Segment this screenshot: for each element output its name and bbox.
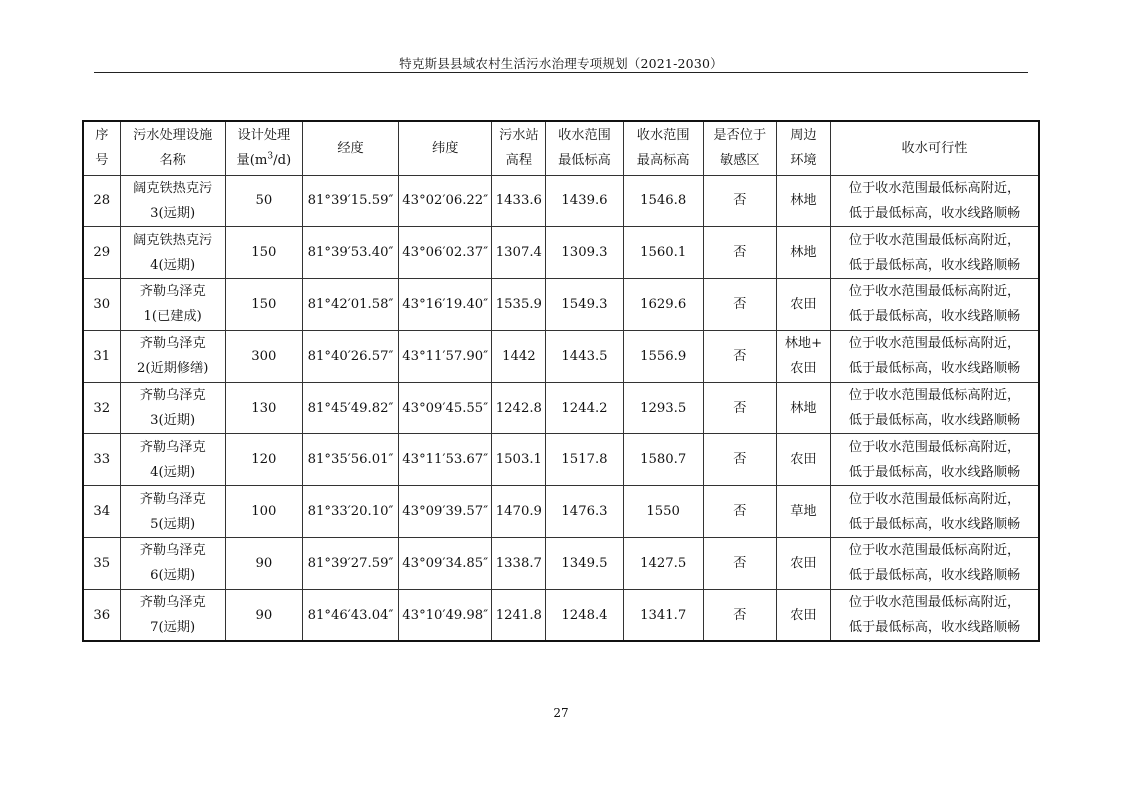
cell-max-elevation: 1560.1 xyxy=(623,227,703,279)
cell-environment: 林地 xyxy=(776,382,830,434)
table-row xyxy=(83,175,1039,227)
header-longitude: 经度 xyxy=(302,121,398,175)
cell-min-elevation: 1439.6 xyxy=(546,175,623,227)
cell-longitude: 81°39′53.40″ xyxy=(302,227,398,279)
table-row xyxy=(83,589,1039,641)
cell-max-elevation: 1341.7 xyxy=(623,589,703,641)
cell-environment: 林地 xyxy=(776,175,830,227)
cell-elevation: 1442 xyxy=(492,330,546,382)
cell-sensitive: 否 xyxy=(703,538,776,590)
cell-name: 齐勒乌泽克 5(远期) xyxy=(120,486,225,538)
cell-index: 32 xyxy=(83,382,120,434)
cell-min-elevation: 1309.3 xyxy=(546,227,623,279)
cell-capacity: 130 xyxy=(225,382,302,434)
cell-longitude: 81°46′43.04″ xyxy=(302,589,398,641)
cell-min-elevation: 1476.3 xyxy=(546,486,623,538)
table-row xyxy=(83,279,1039,331)
cell-elevation: 1535.9 xyxy=(492,279,546,331)
header-elevation: 污水站 高程 xyxy=(492,121,546,175)
cell-latitude: 43°16′19.40″ xyxy=(399,279,492,331)
cell-elevation: 1503.1 xyxy=(492,434,546,486)
cell-longitude: 81°39′27.59″ xyxy=(302,538,398,590)
header-environment: 周边 环境 xyxy=(776,121,830,175)
cell-min-elevation: 1248.4 xyxy=(546,589,623,641)
cell-latitude: 43°11′57.90″ xyxy=(399,330,492,382)
cell-environment: 农田 xyxy=(776,434,830,486)
cell-min-elevation: 1443.5 xyxy=(546,330,623,382)
cell-latitude: 43°09′39.57″ xyxy=(399,486,492,538)
cell-feasibility: 位于收水范围最低标高附近， 低于最低标高，收水线路顺畅 xyxy=(830,486,1039,538)
table-header-row xyxy=(83,121,1039,175)
cell-sensitive: 否 xyxy=(703,330,776,382)
table-row xyxy=(83,227,1039,279)
header-max-elevation: 收水范围 最高标高 xyxy=(623,121,703,175)
cell-index: 28 xyxy=(83,175,120,227)
cell-capacity: 90 xyxy=(225,538,302,590)
cell-longitude: 81°42′01.58″ xyxy=(302,279,398,331)
cell-index: 31 xyxy=(83,330,120,382)
cell-min-elevation: 1244.2 xyxy=(546,382,623,434)
cell-feasibility: 位于收水范围最低标高附近， 低于最低标高，收水线路顺畅 xyxy=(830,589,1039,641)
cell-elevation: 1307.4 xyxy=(492,227,546,279)
cell-name: 阔克铁热克污 4(远期) xyxy=(120,227,225,279)
header-name: 污水处理设施 名称 xyxy=(120,121,225,175)
cell-latitude: 43°06′02.37″ xyxy=(399,227,492,279)
cell-environment: 农田 xyxy=(776,538,830,590)
cell-longitude: 81°39′15.59″ xyxy=(302,175,398,227)
cell-environment: 农田 xyxy=(776,279,830,331)
cell-environment: 草地 xyxy=(776,486,830,538)
cell-index: 36 xyxy=(83,589,120,641)
facility-table xyxy=(82,120,1040,642)
cell-max-elevation: 1546.8 xyxy=(623,175,703,227)
table-row xyxy=(83,434,1039,486)
cell-elevation: 1241.8 xyxy=(492,589,546,641)
header-index: 序 号 xyxy=(83,121,120,175)
header-feasibility: 收水可行性 xyxy=(830,121,1039,175)
cell-index: 30 xyxy=(83,279,120,331)
cell-capacity: 120 xyxy=(225,434,302,486)
header-latitude: 纬度 xyxy=(399,121,492,175)
cell-sensitive: 否 xyxy=(703,175,776,227)
cell-capacity: 150 xyxy=(225,227,302,279)
table-row xyxy=(83,330,1039,382)
cell-feasibility: 位于收水范围最低标高附近， 低于最低标高，收水线路顺畅 xyxy=(830,538,1039,590)
cell-capacity: 300 xyxy=(225,330,302,382)
cell-max-elevation: 1293.5 xyxy=(623,382,703,434)
cell-longitude: 81°40′26.57″ xyxy=(302,330,398,382)
cell-index: 34 xyxy=(83,486,120,538)
cell-elevation: 1242.8 xyxy=(492,382,546,434)
cell-sensitive: 否 xyxy=(703,434,776,486)
cell-index: 33 xyxy=(83,434,120,486)
cell-name: 齐勒乌泽克 3(近期) xyxy=(120,382,225,434)
page-header-title: 特克斯县县域农村生活污水治理专项规划（2021-2030） xyxy=(399,56,723,71)
cell-sensitive: 否 xyxy=(703,279,776,331)
cell-name: 齐勒乌泽克 4(远期) xyxy=(120,434,225,486)
cell-name: 齐勒乌泽克 2(近期修缮) xyxy=(120,330,225,382)
cell-name: 阔克铁热克污 3(远期) xyxy=(120,175,225,227)
cell-elevation: 1338.7 xyxy=(492,538,546,590)
table-row xyxy=(83,486,1039,538)
cell-max-elevation: 1427.5 xyxy=(623,538,703,590)
cell-capacity: 90 xyxy=(225,589,302,641)
header-sensitive: 是否位于 敏感区 xyxy=(703,121,776,175)
cell-feasibility: 位于收水范围最低标高附近， 低于最低标高，收水线路顺畅 xyxy=(830,434,1039,486)
table-row xyxy=(83,382,1039,434)
cell-longitude: 81°35′56.01″ xyxy=(302,434,398,486)
cell-max-elevation: 1580.7 xyxy=(623,434,703,486)
cell-capacity: 50 xyxy=(225,175,302,227)
cell-environment: 农田 xyxy=(776,589,830,641)
cell-longitude: 81°33′20.10″ xyxy=(302,486,398,538)
cell-min-elevation: 1517.8 xyxy=(546,434,623,486)
cell-latitude: 43°09′34.85″ xyxy=(399,538,492,590)
cell-index: 35 xyxy=(83,538,120,590)
cell-elevation: 1433.6 xyxy=(492,175,546,227)
table-body xyxy=(83,175,1039,641)
header-capacity: 设计处理 量$(m^3/d)$ xyxy=(225,121,302,175)
cell-index: 29 xyxy=(83,227,120,279)
cell-sensitive: 否 xyxy=(703,227,776,279)
header-min-elevation: 收水范围 最低标高 xyxy=(546,121,623,175)
cell-capacity: 150 xyxy=(225,279,302,331)
cell-max-elevation: 1556.9 xyxy=(623,330,703,382)
table-row xyxy=(83,538,1039,590)
cell-min-elevation: 1549.3 xyxy=(546,279,623,331)
cell-latitude: 43°11′53.67″ xyxy=(399,434,492,486)
cell-sensitive: 否 xyxy=(703,486,776,538)
cell-name: 齐勒乌泽克 1(已建成) xyxy=(120,279,225,331)
cell-max-elevation: 1629.6 xyxy=(623,279,703,331)
cell-latitude: 43°02′06.22″ xyxy=(399,175,492,227)
cell-sensitive: 否 xyxy=(703,589,776,641)
cell-latitude: 43°09′45.55″ xyxy=(399,382,492,434)
cell-name: 齐勒乌泽克 6(远期) xyxy=(120,538,225,590)
page-number: 27 xyxy=(553,706,569,720)
cell-elevation: 1470.9 xyxy=(492,486,546,538)
cell-feasibility: 位于收水范围最低标高附近， 低于最低标高，收水线路顺畅 xyxy=(830,175,1039,227)
cell-name: 齐勒乌泽克 7(远期) xyxy=(120,589,225,641)
cell-feasibility: 位于收水范围最低标高附近， 低于最低标高，收水线路顺畅 xyxy=(830,227,1039,279)
cell-latitude: 43°10′49.98″ xyxy=(399,589,492,641)
header-divider xyxy=(94,72,1028,73)
cell-longitude: 81°45′49.82″ xyxy=(302,382,398,434)
cell-sensitive: 否 xyxy=(703,382,776,434)
cell-max-elevation: 1550 xyxy=(623,486,703,538)
cell-feasibility: 位于收水范围最低标高附近， 低于最低标高，收水线路顺畅 xyxy=(830,279,1039,331)
cell-capacity: 100 xyxy=(225,486,302,538)
cell-environment: 林地 xyxy=(776,227,830,279)
cell-min-elevation: 1349.5 xyxy=(546,538,623,590)
cell-environment: 林地+ 农田 xyxy=(776,330,830,382)
cell-feasibility: 位于收水范围最低标高附近， 低于最低标高，收水线路顺畅 xyxy=(830,330,1039,382)
cell-feasibility: 位于收水范围最低标高附近， 低于最低标高，收水线路顺畅 xyxy=(830,382,1039,434)
